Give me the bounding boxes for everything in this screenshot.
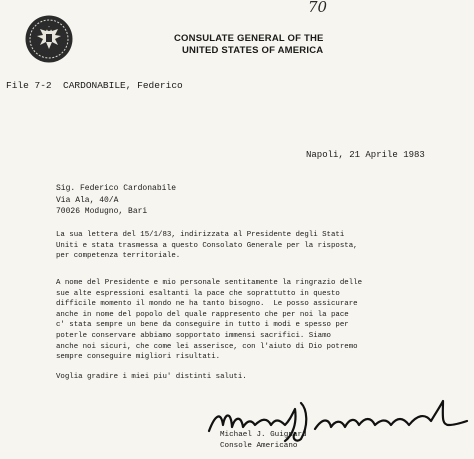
eagle-seal-icon	[24, 14, 74, 64]
recipient-line-1: Sig. Federico Cardonabile	[56, 184, 177, 193]
letter-date: Napoli, 21 Aprile 1983	[306, 150, 425, 160]
letterhead-line-2: UNITED STATES OF AMERICA	[182, 45, 324, 56]
signatory-block	[220, 430, 307, 452]
recipient-line-3: 70026 Modugno, Bari	[56, 207, 148, 216]
recipient-address	[56, 183, 176, 218]
signatory-name: Michael J. Guignard	[220, 431, 307, 439]
file-reference: File 7-2 CARDONABILE, Federico	[6, 80, 183, 91]
body-paragraph-1: La sua lettera del 15/1/83, indirizzata al Presidente degli Stati Uniti e stata trasmessa a questo Consolato Generale per la risposta, per competenza territoriale.	[56, 231, 358, 261]
letterhead	[174, 33, 324, 57]
handwritten-note: 70	[308, 0, 328, 16]
body-paragraph-2: A nome del Presidente e mio personale sentitamente la ringrazio delle sue alte espressioni esaltanti la pace che soprattutto in questo difficile momento il mondo ne ha tanto bisogno. Le posso assicurare anche in nome del popolo del quale rappresento che per noi la pace c' stata sempre un bene da conseguire in tutto i modi e spesso per poterle conservare abbiamo sopportato immensi sacrifici. Siamo anche noi sicuri, che come lei asserisce, con l'aiuto di Dio potremo sempre conseguire migliori risultati.	[56, 279, 363, 362]
letterhead-line-1: CONSULATE GENERAL OF THE	[174, 33, 324, 44]
recipient-line-2: Via Ala, 40/A	[56, 195, 119, 205]
signatory-title: Console Americano	[220, 442, 298, 450]
body-paragraph-closing: Voglia gradire i miei piu' distinti saluti.	[56, 373, 247, 381]
